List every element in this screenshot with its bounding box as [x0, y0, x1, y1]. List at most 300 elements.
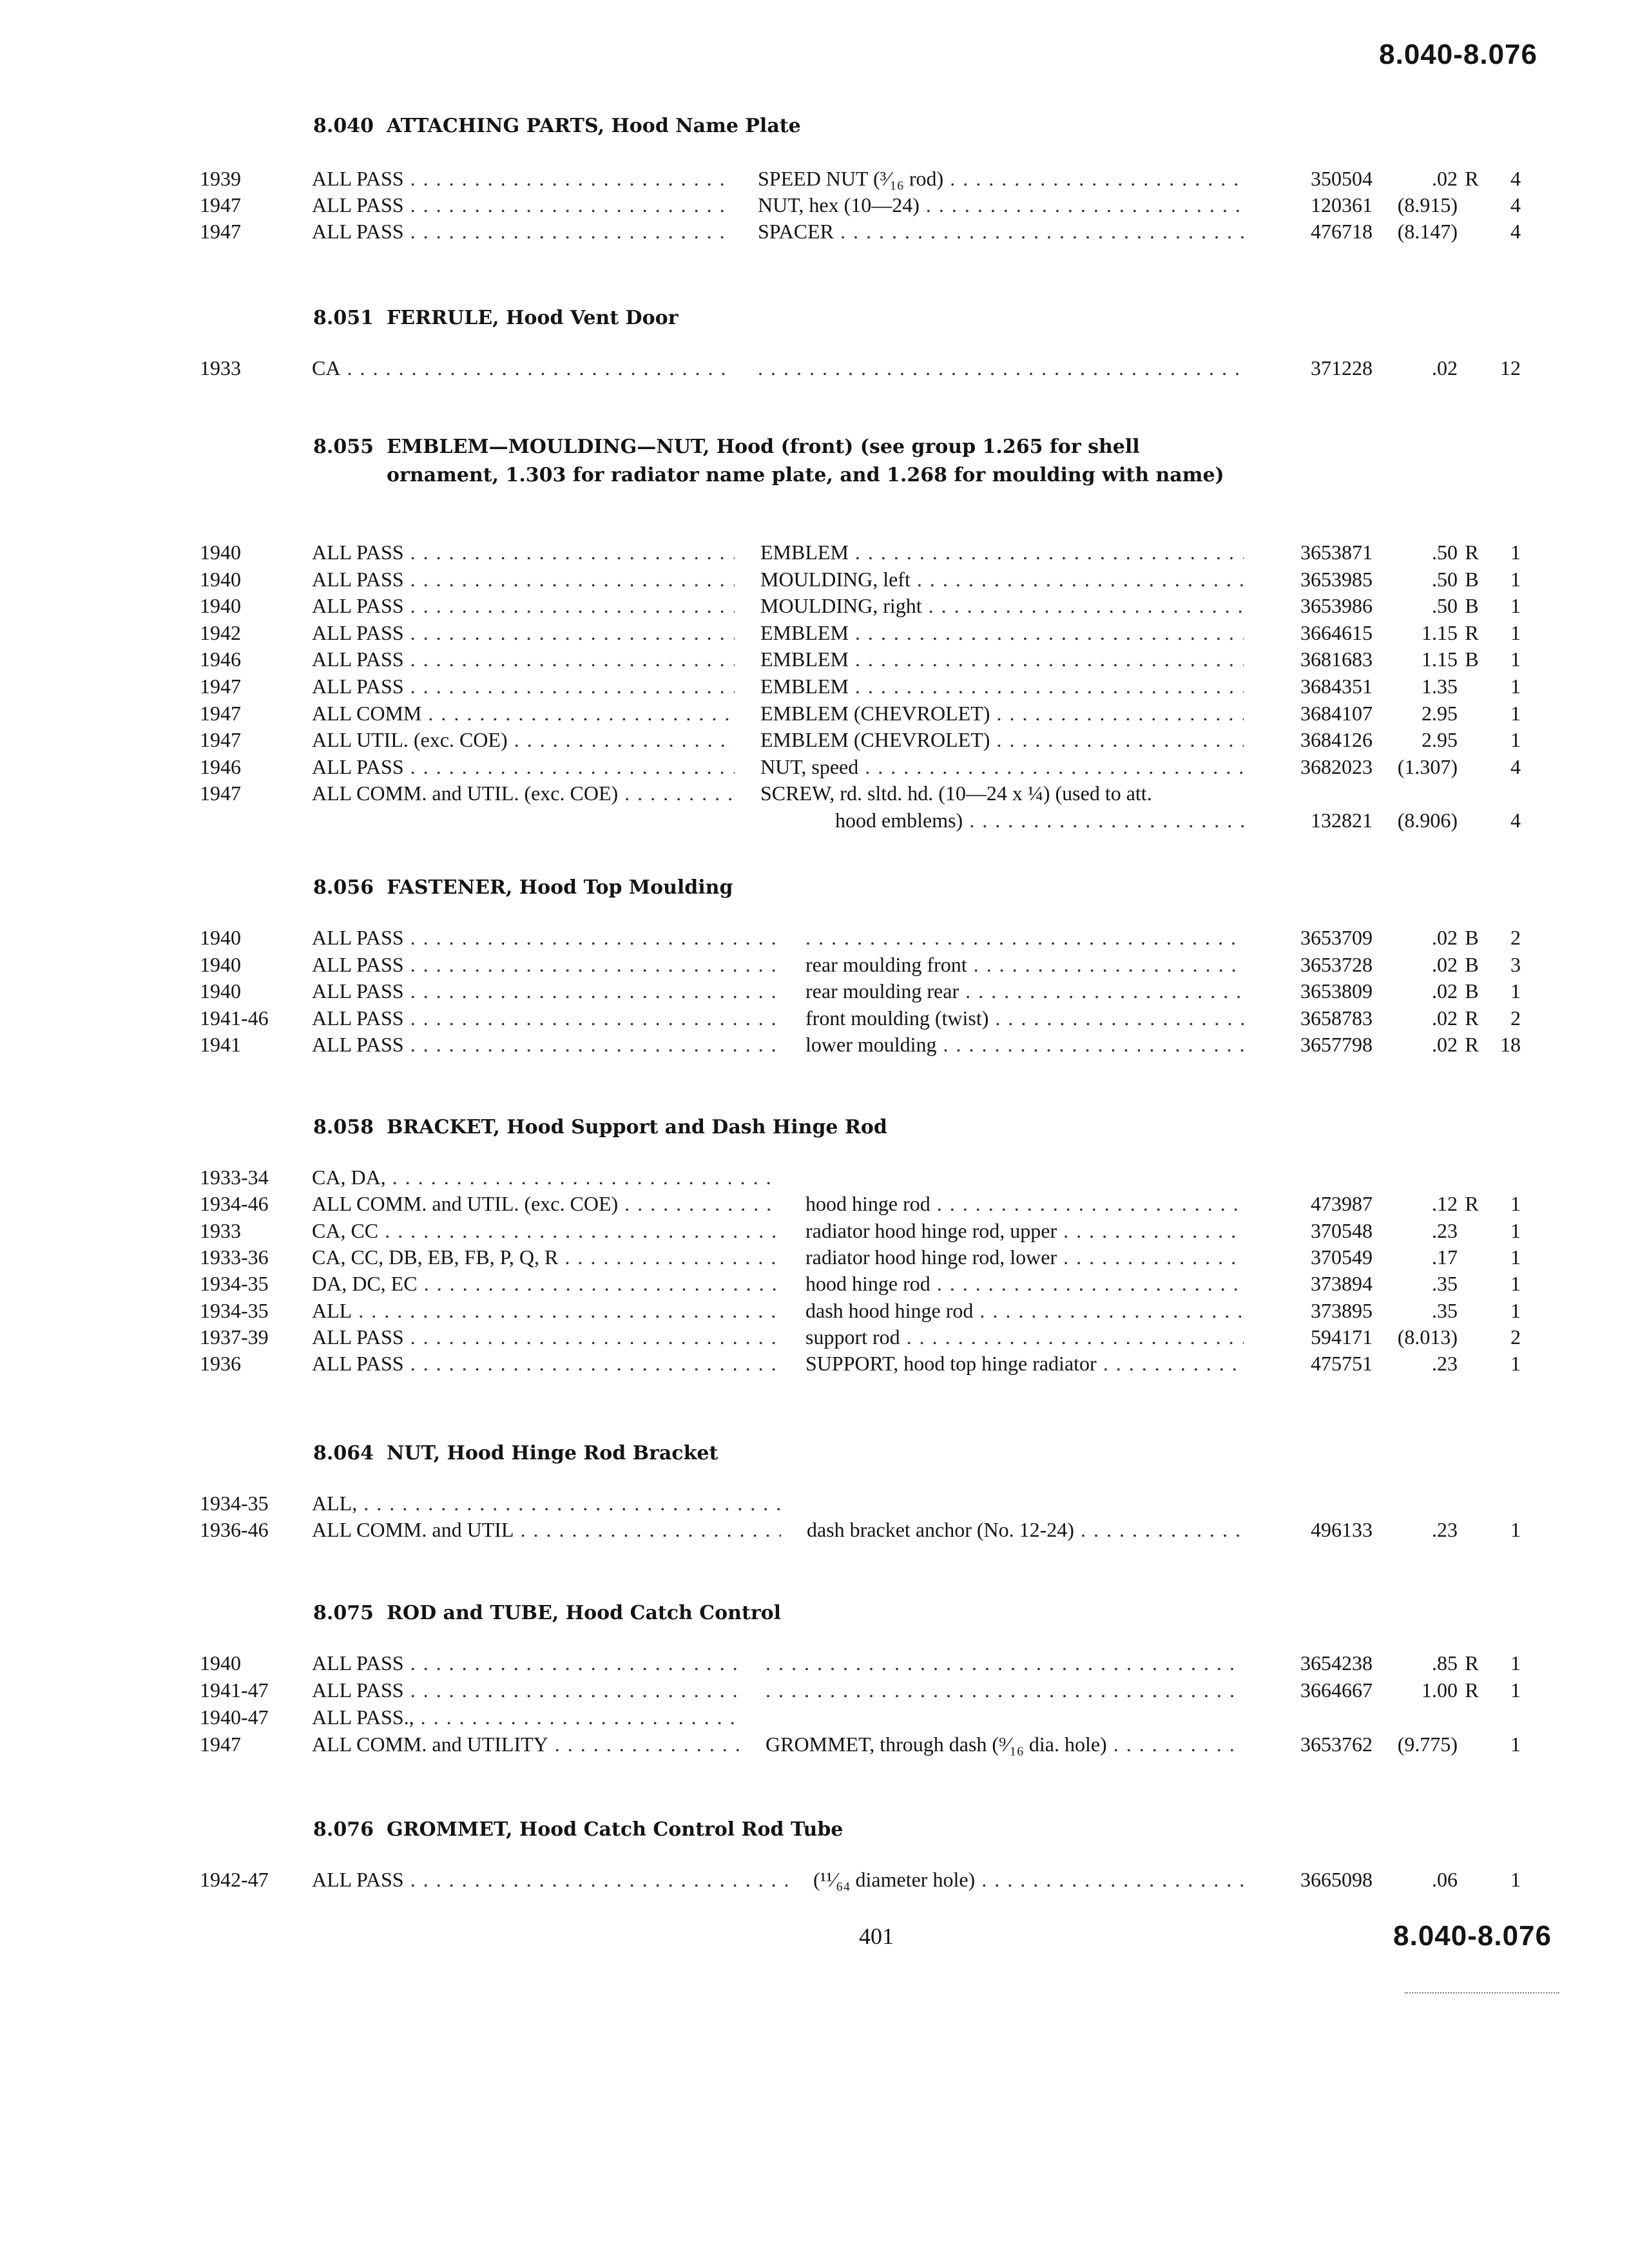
year-cell: 1947 [200, 675, 241, 698]
model-text: ALL COMM. and UTIL [312, 1518, 514, 1541]
year-cell: 1934-35 [200, 1492, 269, 1515]
year-cell: 1946 [200, 754, 241, 778]
parts-row [0, 1031, 1629, 1058]
description-text: dash hood hinge rod [805, 1298, 974, 1322]
description-cell [805, 1004, 1244, 1032]
description-cell [760, 566, 1244, 593]
description-text: MOULDING, left [760, 567, 911, 591]
year-cell: 1939 [200, 167, 241, 190]
parts-row [0, 1677, 1629, 1704]
part-number-cell: 3681683 [1300, 648, 1373, 671]
year-cell: 1946 [200, 648, 241, 671]
year-cell: 1937-39 [200, 1325, 269, 1349]
section-heading [313, 1816, 1228, 1844]
parts-row [0, 1190, 1629, 1217]
quantity-cell: 1 [1510, 1518, 1521, 1541]
year-cell: 1933 [200, 1218, 241, 1242]
price-cell: .50 [1432, 541, 1458, 564]
description-cell [805, 951, 1244, 978]
description-text: radiator hood hinge rod, lower [805, 1245, 1057, 1269]
model-cell [312, 1190, 780, 1217]
parts-row [0, 646, 1629, 673]
parts-row [0, 218, 1629, 245]
part-number-cell: 3664667 [1300, 1678, 1373, 1702]
quantity-cell: 4 [1510, 167, 1521, 190]
price-cell: 1.00 [1422, 1678, 1458, 1702]
description-cell [758, 218, 1244, 245]
model-text: ALL PASS [312, 567, 404, 591]
description-cell [760, 592, 1244, 619]
price-cell: 1.15 [1422, 620, 1458, 644]
part-number-cell: 3684107 [1300, 701, 1373, 725]
part-number-cell: 3653985 [1300, 567, 1373, 591]
model-text: CA, CC [312, 1218, 379, 1242]
section-title: FERRULE, Hood Vent Door [387, 307, 679, 329]
parts-row [0, 566, 1629, 593]
price-cell: .17 [1432, 1245, 1458, 1269]
model-cell [312, 566, 735, 593]
quantity-cell: 1 [1510, 728, 1521, 752]
part-number-cell: 3684126 [1300, 728, 1373, 752]
parts-row [0, 951, 1629, 978]
price-cell: .23 [1432, 1518, 1458, 1541]
quantity-cell: 1 [1510, 594, 1521, 618]
year-cell: 1934-46 [200, 1192, 269, 1216]
description-text: dash bracket anchor (No. 12-24) [807, 1518, 1074, 1541]
part-number-cell: 120361 [1311, 193, 1373, 216]
price-cell: .02 [1432, 167, 1458, 190]
part-number-cell: 594171 [1311, 1325, 1373, 1349]
parts-row [0, 1323, 1629, 1350]
quantity-cell: 4 [1510, 754, 1521, 778]
model-cell [312, 539, 735, 566]
part-number-cell: 3664615 [1300, 620, 1373, 644]
year-cell: 1947 [200, 1733, 241, 1756]
parts-row [0, 1004, 1629, 1032]
code-cell: R [1465, 541, 1479, 564]
part-number-cell: 475751 [1311, 1352, 1373, 1376]
price-cell: 1.15 [1422, 648, 1458, 671]
part-number-cell: 3654238 [1300, 1651, 1373, 1675]
part-number-cell: 3665098 [1300, 1868, 1373, 1891]
model-text: ALL PASS [312, 926, 404, 949]
model-text: ALL PASS [312, 1006, 404, 1030]
model-text: ALL PASS [312, 1678, 404, 1702]
section-heading [313, 874, 1228, 902]
year-cell: 1940 [200, 594, 241, 618]
description-cell [758, 165, 1244, 192]
year-cell: 1947 [200, 701, 241, 725]
code-cell: R [1465, 1006, 1479, 1030]
model-cell [312, 1217, 780, 1244]
parts-row [0, 1244, 1629, 1271]
description-cell [760, 700, 1244, 727]
parts-row [0, 1731, 1629, 1758]
section-title: ROD and TUBE, Hood Catch Control [387, 1602, 782, 1624]
description-cell [760, 646, 1244, 673]
price-cell: (8.013) [1397, 1325, 1458, 1349]
description-text: EMBLEM [760, 541, 849, 564]
parts-row [0, 191, 1629, 218]
part-number-cell: 3657798 [1300, 1033, 1373, 1056]
model-text: ALL COMM. and UTIL. (exc. COE) [312, 1192, 619, 1216]
quantity-cell: 4 [1510, 220, 1521, 243]
model-cell [312, 619, 735, 646]
section-title: EMBLEM—MOULDING—NUT, Hood (front) (see group 1.265 for shell ornament, 1.303 for radiator name plate, and 1.268 for moulding with name) [387, 436, 1224, 486]
section-heading [313, 1439, 1228, 1468]
model-text: CA [312, 356, 341, 380]
parts-row [0, 354, 1629, 381]
description-text: SPEED NUT (³⁄₁₆ rod) [758, 167, 944, 190]
description-cell [760, 673, 1244, 700]
year-cell: 1936-46 [200, 1518, 269, 1541]
price-cell: .02 [1432, 952, 1458, 976]
model-cell [312, 1164, 780, 1191]
page-range-header: 8.040-8.076 [1379, 39, 1537, 70]
code-cell: R [1465, 1033, 1479, 1056]
description-text: lower moulding [805, 1033, 937, 1056]
quantity-cell: 3 [1510, 952, 1521, 976]
code-cell: R [1465, 620, 1479, 644]
model-text: ALL, [312, 1492, 358, 1515]
description-text: rear moulding front [805, 952, 967, 976]
part-number-cell: 3658783 [1300, 1006, 1373, 1030]
model-text: ALL PASS [312, 1868, 404, 1891]
description-cell [805, 1270, 1244, 1297]
description-cell [760, 780, 1250, 807]
description-cell [760, 619, 1244, 646]
parts-row [0, 726, 1629, 753]
quantity-cell: 1 [1510, 1868, 1521, 1891]
model-cell [312, 218, 732, 245]
parts-row [0, 1164, 1629, 1191]
section-code: 8.064 [313, 1442, 374, 1465]
price-cell: 1.35 [1422, 675, 1458, 698]
description-text: support rod [805, 1325, 900, 1349]
part-number-cell: 3653709 [1300, 926, 1373, 949]
code-cell: R [1465, 1651, 1479, 1675]
price-cell: .06 [1432, 1868, 1458, 1891]
model-cell [312, 1031, 780, 1058]
description-cell [766, 1677, 1244, 1704]
quantity-cell: 1 [1510, 567, 1521, 591]
year-cell: 1940 [200, 541, 241, 564]
year-cell: 1947 [200, 728, 241, 752]
parts-row [0, 753, 1629, 780]
year-cell: 1940 [200, 952, 241, 976]
code-cell: B [1465, 594, 1479, 618]
model-text: DA, DC, EC [312, 1272, 418, 1296]
model-text: ALL PASS [312, 952, 404, 976]
price-cell: .35 [1432, 1298, 1458, 1322]
description-cell [805, 977, 1244, 1004]
description-cell [758, 354, 1244, 381]
model-text: CA, DA, [312, 1166, 386, 1189]
model-cell [312, 951, 780, 978]
price-cell: .85 [1432, 1651, 1458, 1675]
model-cell [312, 1244, 780, 1271]
quantity-cell: 1 [1510, 1733, 1521, 1756]
model-cell [312, 1323, 780, 1350]
description-text: EMBLEM (CHEVROLET) [760, 728, 990, 752]
year-cell: 1933-34 [200, 1166, 269, 1189]
part-number-cell: 371228 [1311, 356, 1373, 380]
year-cell: 1936 [200, 1352, 241, 1376]
model-text: ALL COMM [312, 701, 422, 725]
model-cell [312, 1297, 780, 1324]
parts-row [0, 924, 1629, 951]
code-cell: B [1465, 648, 1479, 671]
section-code: 8.075 [313, 1602, 374, 1624]
quantity-cell: 1 [1510, 620, 1521, 644]
quantity-cell: 1 [1510, 648, 1521, 671]
description-text: hood hinge rod [805, 1272, 930, 1296]
description-text: MOULDING, right [760, 594, 922, 618]
quantity-cell: 4 [1510, 809, 1521, 832]
model-text: ALL PASS [312, 1352, 404, 1376]
year-cell: 1941-47 [200, 1678, 269, 1702]
model-cell [312, 726, 735, 753]
code-cell: R [1465, 1192, 1479, 1216]
price-cell: .12 [1432, 1192, 1458, 1216]
description-cell [805, 1350, 1244, 1377]
section-heading [313, 112, 1228, 140]
model-cell [312, 1731, 740, 1758]
year-cell: 1934-35 [200, 1298, 269, 1322]
description-text: NUT, hex (10—24) [758, 193, 920, 216]
part-number-cell: 496133 [1311, 1518, 1373, 1541]
year-cell: 1940 [200, 926, 241, 949]
part-number-cell: 3682023 [1300, 754, 1373, 778]
year-cell: 1940-47 [200, 1706, 269, 1729]
quantity-cell: 1 [1510, 1651, 1521, 1675]
model-cell [312, 646, 735, 673]
description-cell [805, 1297, 1244, 1324]
code-cell: R [1465, 1678, 1479, 1702]
description-text: (¹¹⁄₆₄ diameter hole) [813, 1868, 976, 1891]
section-heading [313, 433, 1228, 490]
description-cell [758, 191, 1244, 218]
description-cell [766, 1649, 1244, 1677]
section-code: 8.040 [313, 115, 374, 137]
parts-row [0, 1490, 1629, 1517]
model-text: ALL PASS [312, 594, 404, 618]
model-cell [312, 700, 735, 727]
price-cell: 2.95 [1422, 728, 1458, 752]
model-text: CA, CC, DB, EB, FB, P, Q, R [312, 1245, 559, 1269]
section-code: 8.055 [313, 436, 374, 458]
year-cell: 1941 [200, 1033, 241, 1056]
part-number-cell: 3653762 [1300, 1733, 1373, 1756]
parts-row [0, 1350, 1629, 1377]
part-number-cell: 3653871 [1300, 541, 1373, 564]
parts-row [0, 700, 1629, 727]
description-cell [766, 1731, 1244, 1758]
model-text: ALL PASS [312, 167, 404, 190]
code-cell: B [1465, 952, 1479, 976]
year-cell: 1933 [200, 356, 241, 380]
description-text: front moulding (twist) [805, 1006, 989, 1030]
price-cell: .02 [1432, 356, 1458, 380]
description-cell [835, 807, 1244, 834]
part-number-cell: 132821 [1311, 809, 1373, 832]
model-cell [312, 977, 780, 1004]
description-cell [760, 753, 1244, 780]
part-number-cell: 476718 [1311, 220, 1373, 243]
parts-row [0, 780, 1629, 807]
quantity-cell: 2 [1510, 1006, 1521, 1030]
model-text: ALL PASS [312, 754, 404, 778]
year-cell: 1934-35 [200, 1272, 269, 1296]
section-code: 8.058 [313, 1116, 374, 1139]
parts-row [0, 977, 1629, 1004]
part-number-cell: 370549 [1311, 1245, 1373, 1269]
description-cell [805, 1190, 1244, 1217]
description-text: hood hinge rod [805, 1192, 930, 1216]
quantity-cell: 1 [1510, 1245, 1521, 1269]
description-text: SPACER [758, 220, 834, 243]
code-cell: B [1465, 567, 1479, 591]
section-title: FASTENER, Hood Top Moulding [387, 876, 733, 899]
model-text: ALL COMM. and UTILITY [312, 1733, 548, 1756]
year-cell: 1942 [200, 620, 241, 644]
model-cell [312, 1270, 780, 1297]
model-cell [312, 1649, 740, 1677]
model-cell [312, 1004, 780, 1032]
model-text: ALL [312, 1298, 352, 1322]
section-heading [313, 1599, 1228, 1628]
part-number-cell: 373894 [1311, 1272, 1373, 1296]
description-cell [805, 1217, 1244, 1244]
quantity-cell: 1 [1510, 701, 1521, 725]
parts-row [0, 165, 1629, 192]
parts-row [0, 673, 1629, 700]
section-code: 8.076 [313, 1818, 374, 1841]
parts-row [0, 1649, 1629, 1677]
model-cell [312, 1350, 780, 1377]
description-cell [805, 1031, 1244, 1058]
description-text: EMBLEM [760, 675, 849, 698]
year-cell: 1940 [200, 1651, 241, 1675]
parts-row [0, 1217, 1629, 1244]
parts-row [0, 1516, 1629, 1543]
year-cell: 1933-36 [200, 1245, 269, 1269]
year-cell: 1947 [200, 782, 241, 805]
model-cell [312, 1516, 781, 1543]
description-text: SCREW, rd. sltd. hd. (10—24 x ¼) (used to att. [760, 782, 1152, 805]
parts-row [0, 539, 1629, 566]
model-text: ALL PASS [312, 675, 404, 698]
parts-row [0, 807, 1629, 834]
quantity-cell: 1 [1510, 979, 1521, 1003]
price-cell: .35 [1432, 1272, 1458, 1296]
year-cell: 1947 [200, 220, 241, 243]
year-cell: 1940 [200, 567, 241, 591]
part-number-cell: 3653809 [1300, 979, 1373, 1003]
quantity-cell: 1 [1510, 1298, 1521, 1322]
year-cell: 1942-47 [200, 1868, 269, 1891]
section-heading [313, 1113, 1228, 1142]
part-number-cell: 3653728 [1300, 952, 1373, 976]
model-cell [312, 1490, 781, 1517]
quantity-cell: 18 [1500, 1033, 1521, 1056]
description-text: EMBLEM [760, 648, 849, 671]
footer-rule [1405, 1992, 1559, 1994]
parts-row [0, 1270, 1629, 1297]
model-cell [312, 924, 780, 951]
part-number-cell: 473987 [1311, 1192, 1373, 1216]
quantity-cell: 2 [1510, 926, 1521, 949]
model-cell [312, 1866, 787, 1893]
quantity-cell: 12 [1500, 356, 1521, 380]
description-text: EMBLEM [760, 620, 849, 644]
section-title: ATTACHING PARTS, Hood Name Plate [387, 115, 801, 137]
model-text: ALL COMM. and UTIL. (exc. COE) [312, 782, 619, 805]
model-text: ALL PASS [312, 648, 404, 671]
part-number-cell: 370548 [1311, 1218, 1373, 1242]
quantity-cell: 1 [1510, 1218, 1521, 1242]
model-cell [312, 165, 732, 192]
parts-row [0, 592, 1629, 619]
description-text: rear moulding rear [805, 979, 959, 1003]
price-cell: .02 [1432, 1033, 1458, 1056]
price-cell: (1.307) [1397, 754, 1458, 778]
model-text: ALL PASS [312, 1325, 404, 1349]
price-cell: .02 [1432, 1006, 1458, 1030]
section-title: BRACKET, Hood Support and Dash Hinge Rod [387, 1116, 887, 1139]
model-text: ALL PASS [312, 193, 404, 216]
model-cell [312, 1704, 740, 1731]
model-text: ALL PASS [312, 541, 404, 564]
quantity-cell: 2 [1510, 1325, 1521, 1349]
description-text: EMBLEM (CHEVROLET) [760, 701, 990, 725]
quantity-cell: 1 [1510, 1272, 1521, 1296]
section-title: NUT, Hood Hinge Rod Bracket [387, 1442, 718, 1465]
price-cell: .02 [1432, 926, 1458, 949]
part-number-cell: 3653986 [1300, 594, 1373, 618]
model-cell [312, 191, 732, 218]
parts-row [0, 619, 1629, 646]
section-title: GROMMET, Hood Catch Control Rod Tube [387, 1818, 843, 1841]
model-text: ALL UTIL. (exc. COE) [312, 728, 508, 752]
model-cell [312, 753, 735, 780]
section-heading [313, 304, 1228, 332]
description-cell [805, 1244, 1244, 1271]
model-cell [312, 673, 735, 700]
price-cell: .02 [1432, 979, 1458, 1003]
quantity-cell: 1 [1510, 541, 1521, 564]
part-number-cell: 373895 [1311, 1298, 1373, 1322]
description-text: GROMMET, through dash (⁹⁄₁₆ dia. hole) [766, 1733, 1107, 1756]
model-cell [312, 780, 735, 807]
price-cell: .50 [1432, 594, 1458, 618]
model-text: ALL PASS [312, 979, 404, 1003]
code-cell: B [1465, 926, 1479, 949]
part-number-cell: 350504 [1311, 167, 1373, 190]
description-cell [805, 1323, 1244, 1350]
price-cell: .50 [1432, 567, 1458, 591]
description-text: radiator hood hinge rod, upper [805, 1218, 1057, 1242]
model-cell [312, 592, 735, 619]
description-text: NUT, speed [760, 754, 859, 778]
model-text: ALL PASS., [312, 1706, 414, 1729]
description-cell [807, 1516, 1244, 1543]
quantity-cell: 4 [1510, 193, 1521, 216]
parts-row [0, 1297, 1629, 1324]
quantity-cell: 1 [1510, 1678, 1521, 1702]
parts-row [0, 1704, 1629, 1731]
model-text: ALL PASS [312, 1033, 404, 1056]
